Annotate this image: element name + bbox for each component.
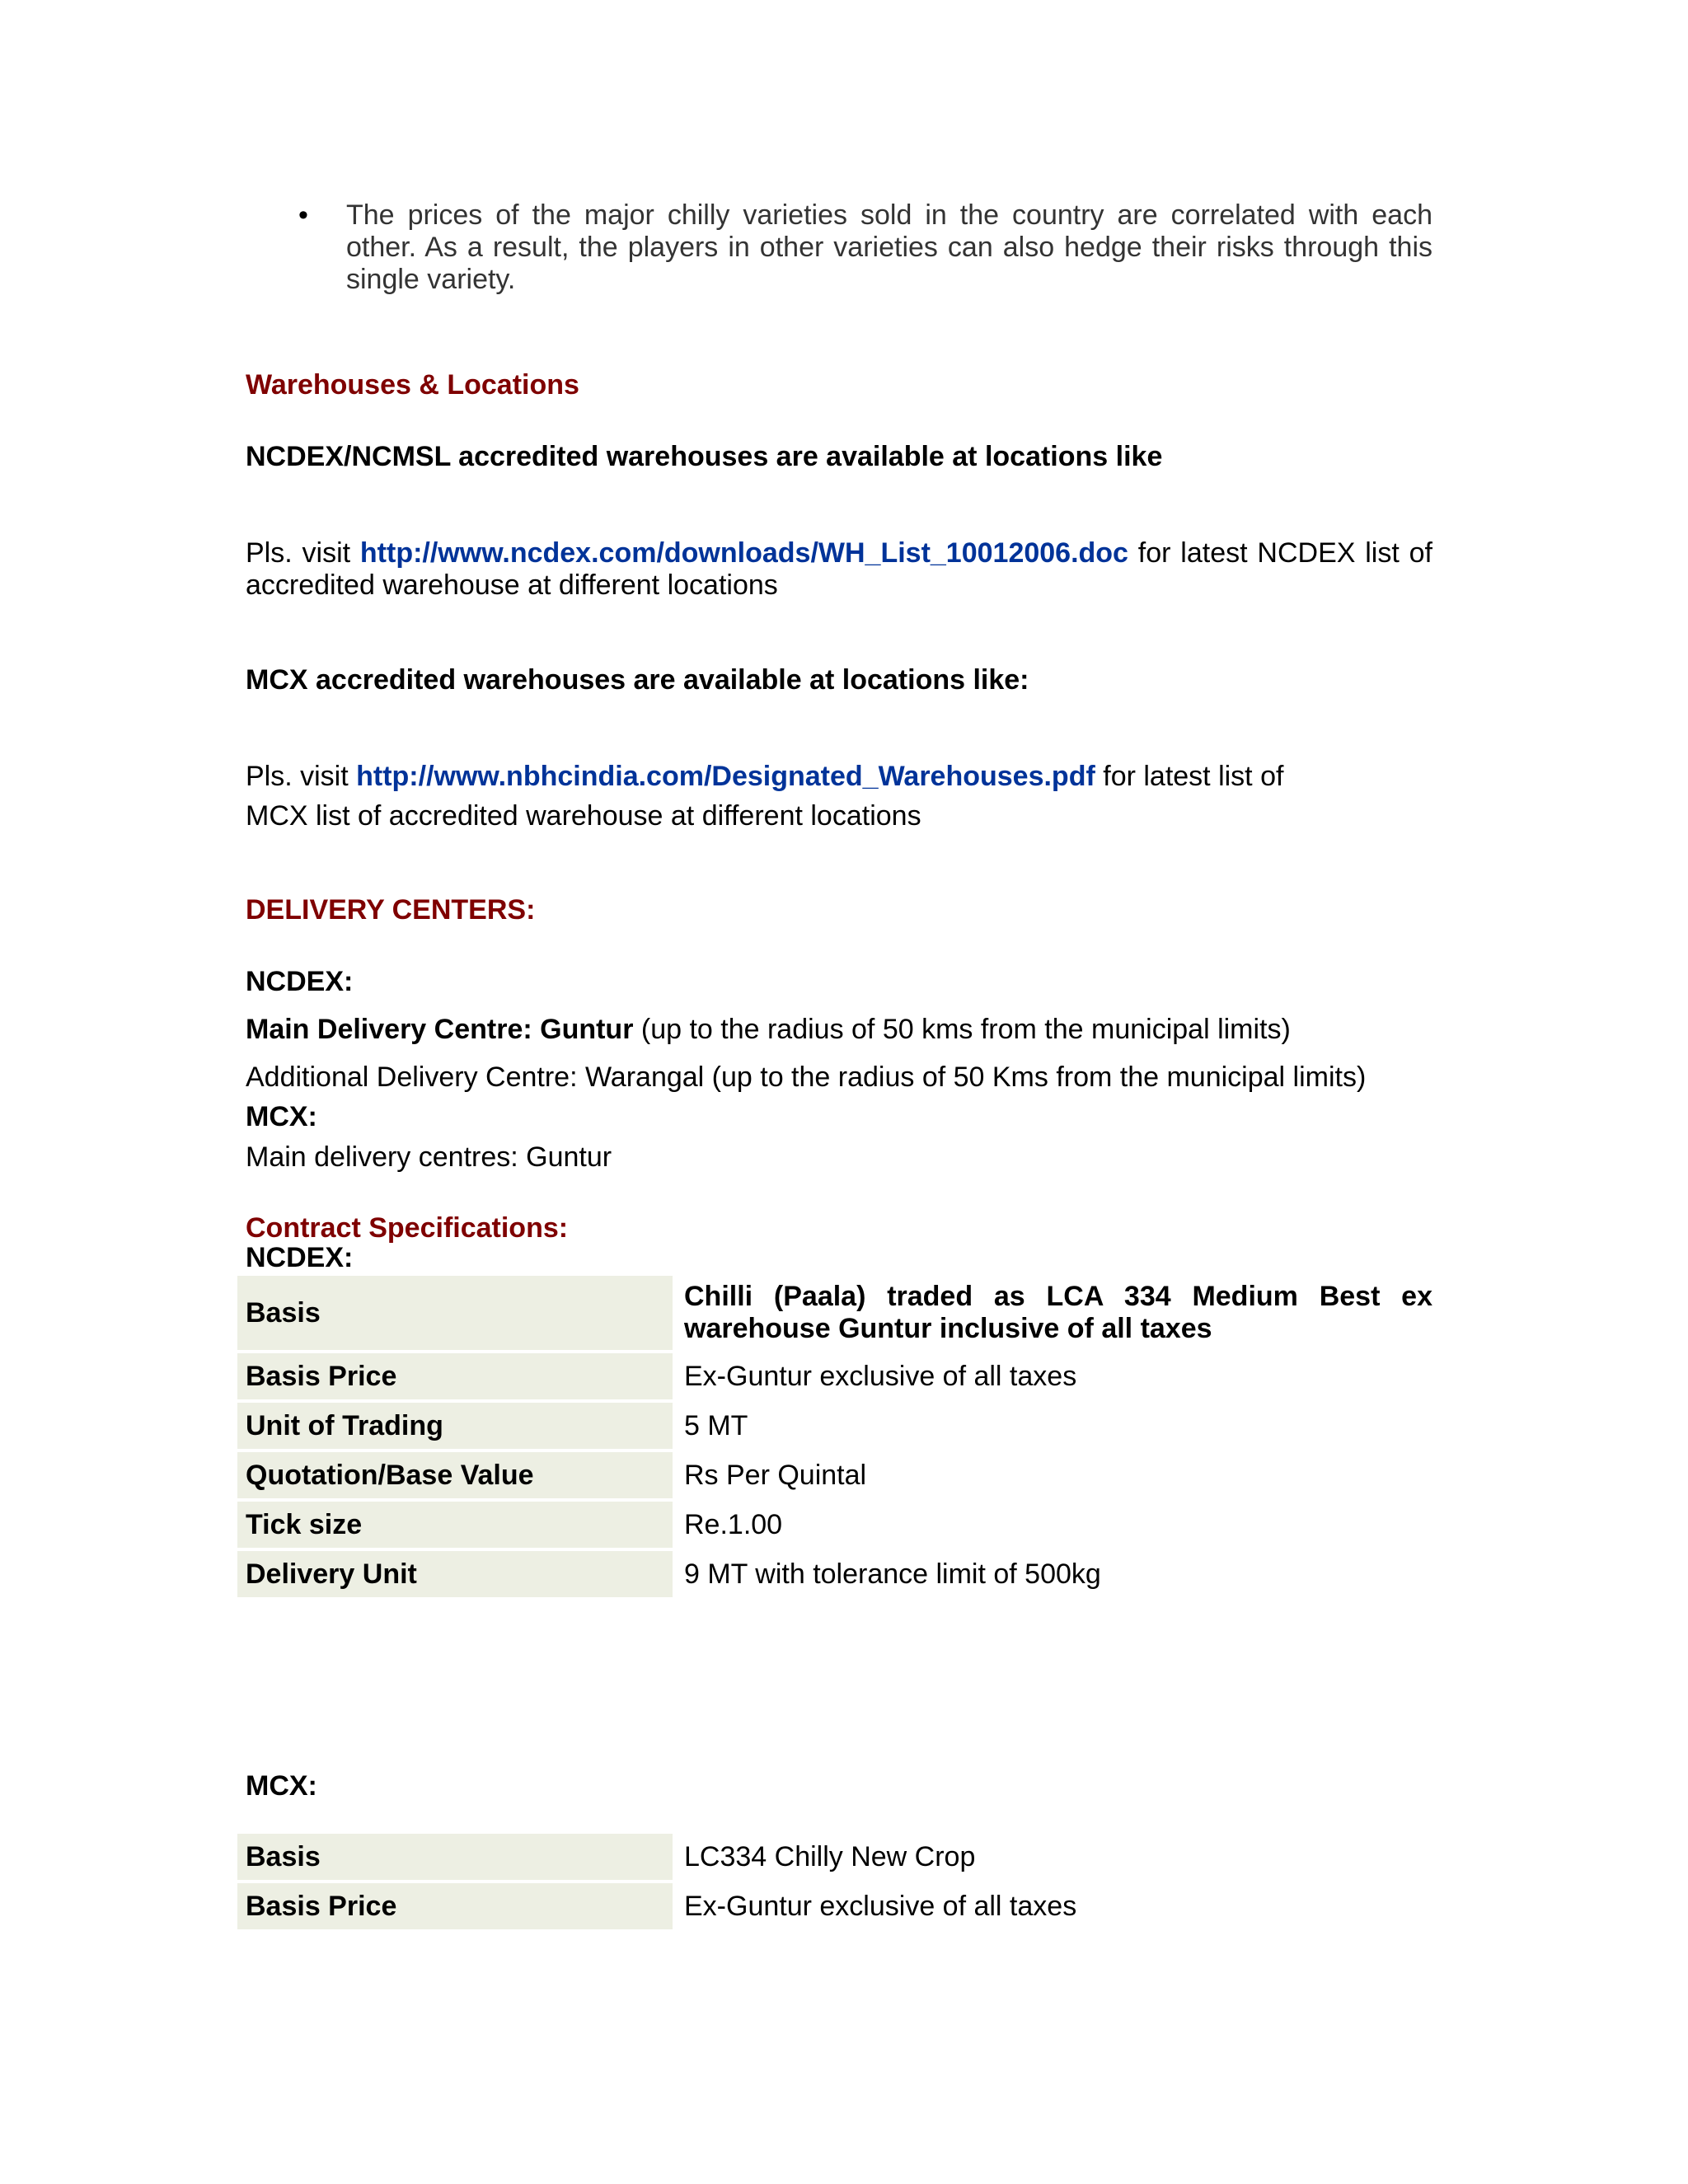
- contract-mcx-label: MCX:: [246, 1770, 317, 1802]
- table-row: [237, 1353, 1441, 1399]
- spec-value: Ex-Guntur exclusive of all taxes: [684, 1360, 1077, 1392]
- contract-heading: Contract Specifications:: [246, 1212, 569, 1244]
- spec-value: LC334 Chilly New Crop: [684, 1840, 976, 1872]
- table-row: [237, 1276, 1441, 1350]
- ncdex-visit-suffix: for latest NCDEX list of accredited warehouse at different locations: [246, 537, 1432, 601]
- bullet-paragraph: The prices of the major chilly varieties sold in the country are correlated with each other. As a result, the players in other varieties can also hedge their risks through this single variety.: [346, 199, 1432, 295]
- spec-label: Basis Price: [237, 1883, 673, 1929]
- spec-value: Chilli (Paala) traded as LCA 334 Medium Best ex warehouse Guntur inclusive of all taxes: [684, 1281, 1432, 1344]
- table-row: [237, 1551, 1441, 1597]
- mcx-warehouses-subheading: MCX accredited warehouses are available at locations like:: [246, 664, 1029, 696]
- table-row: [237, 1834, 1441, 1880]
- main-delivery-centre: [246, 1014, 1291, 1046]
- spec-label: Delivery Unit: [237, 1551, 673, 1597]
- mcx-visit-line-1: [246, 761, 1432, 793]
- table-row: [237, 1452, 1441, 1498]
- mcx-visit-suffix: for latest list of: [1095, 761, 1284, 792]
- spec-label: Tick size: [237, 1502, 673, 1548]
- table-row: [237, 1403, 1441, 1449]
- spec-label: Quotation/Base Value: [237, 1452, 673, 1498]
- ncdex-warehouse-link[interactable]: http://www.ncdex.com/downloads/WH_List_10012006.doc: [359, 537, 1128, 569]
- main-delivery-detail: (up to the radius of 50 kms from the municipal limits): [633, 1014, 1291, 1045]
- mcx-visit-prefix: Pls. visit: [246, 761, 357, 792]
- mcx-spec-table: [237, 1830, 1441, 1933]
- ncdex-warehouses-subheading: NCDEX/NCMSL accredited warehouses are available at locations like: [246, 441, 1163, 472]
- delivery-ncdex-label: NCDEX:: [246, 966, 354, 997]
- main-delivery-label: Main Delivery Centre: Guntur: [246, 1014, 634, 1045]
- mcx-main-delivery: Main delivery centres: Guntur: [246, 1141, 612, 1173]
- spec-value: Ex-Guntur exclusive of all taxes: [684, 1890, 1077, 1922]
- mcx-visit-line-2: MCX list of accredited warehouse at different locations: [246, 800, 921, 832]
- delivery-mcx-label: MCX:: [246, 1101, 317, 1132]
- ncdex-spec-table: [237, 1272, 1441, 1601]
- spec-label: Unit of Trading: [237, 1403, 673, 1449]
- bullet-icon: •: [298, 199, 308, 231]
- table-row: [237, 1883, 1441, 1929]
- ncdex-visit-paragraph: [246, 537, 1432, 602]
- spec-label: Basis Price: [237, 1353, 673, 1399]
- spec-label: Basis: [237, 1834, 673, 1880]
- ncdex-visit-prefix: Pls. visit: [246, 537, 360, 569]
- spec-value: Rs Per Quintal: [684, 1459, 867, 1491]
- additional-delivery-centre: Additional Delivery Centre: Warangal (up to the radius of 50 Kms from the municipal limits): [246, 1062, 1367, 1093]
- spec-value: Re.1.00: [684, 1508, 783, 1540]
- spec-value: 5 MT: [684, 1409, 748, 1441]
- warehouses-heading: Warehouses & Locations: [246, 369, 579, 401]
- contract-ncdex-label: NCDEX:: [246, 1242, 354, 1273]
- mcx-warehouse-link[interactable]: http://www.nbhcindia.com/Designated_Warehouses.pdf: [356, 761, 1095, 792]
- delivery-heading: DELIVERY CENTERS:: [246, 894, 536, 926]
- table-row: [237, 1502, 1441, 1548]
- spec-label: Basis: [237, 1276, 673, 1350]
- spec-value: 9 MT with tolerance limit of 500kg: [684, 1558, 1101, 1590]
